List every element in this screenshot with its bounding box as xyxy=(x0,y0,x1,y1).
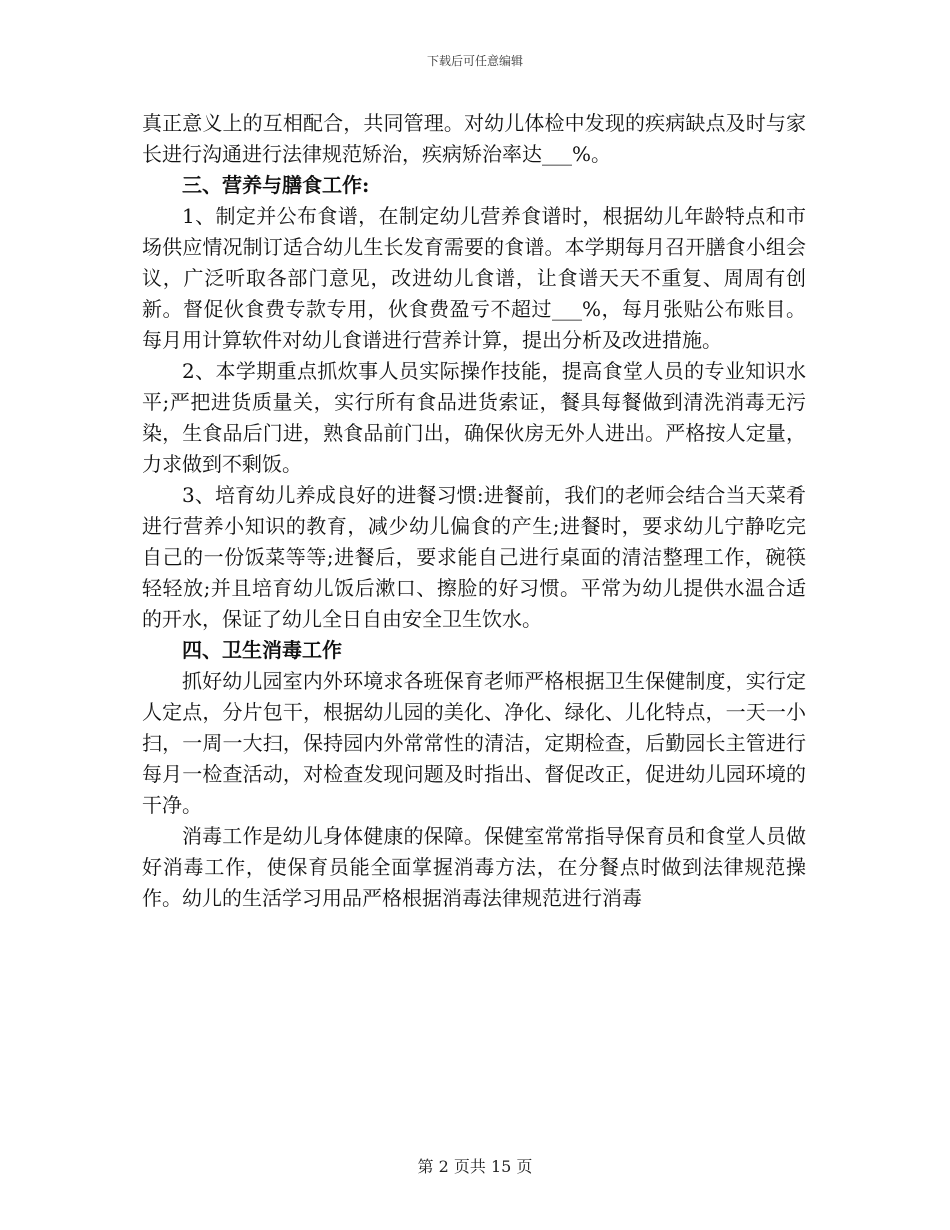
paragraph-eating-habits: 3、培育幼儿养成良好的进餐习惯:进餐前，我们的老师会结合当天菜肴进行营养小知识的教育，减少幼儿偏食的产生;进餐时，要求幼儿宁静吃完自己的一份饭菜等等;进餐后，要求能自己进行桌面的清洁整理工作，碗筷轻轻放;并且培育幼儿饭后漱口、擦脸的好习惯。平常为幼儿提供水温合适的开水，保证了幼儿全日自由安全卫生饮水。 xyxy=(142,483,806,631)
page-header: 下载后可任意编辑 xyxy=(426,54,523,68)
paragraph-disinfection: 消毒工作是幼儿身体健康的保障。保健室常常指导保育员和食堂人员做好消毒工作，使保育员能全面掌握消毒方法，在分餐点时做到法律规范操作。幼儿的生活学习用品严格根据消毒法律规范进行消毒 xyxy=(142,824,806,910)
paragraph-menu: 1、制定并公布食谱，在制定幼儿营养食谱时，根据幼儿年龄特点和市场供应情况制订适合幼儿生长发育需要的食谱。本学期每月召开膳食小组会议，广泛听取各部门意见，改进幼儿食谱，让食谱天天不重复、周周有创新。督促伙食费专款专用，伙食费盈亏不超过___%，每月张贴公布账目。每月用计算软件对幼儿食谱进行营养计算，提出分析及改进措施。 xyxy=(142,204,806,352)
section-heading-hygiene: 四、卫生消毒工作 xyxy=(182,638,342,662)
paragraph-kitchen-staff: 2、本学期重点抓炊事人员实际操作技能，提高食堂人员的专业知识水平;严把进货质量关，实行所有食品进货索证，餐具每餐做到清洗消毒无污染，生食品后门进，熟食品前门出，确保伙房无外人进出。严格按人定量，力求做到不剩饭。 xyxy=(142,359,806,476)
paragraph-environment: 抓好幼儿园室内外环境求各班保育老师严格根据卫生保健制度，实行定人定点，分片包干，根据幼儿园的美化、净化、绿化、儿化特点，一天一小扫，一周一大扫，保持园内外常常性的清洁，定期检查，后勤园长主管进行每月一检查活动，对检查发现问题及时指出、督促改正，促进幼儿园环境的干净。 xyxy=(142,669,806,817)
page-footer: 第 2 页共 15 页 xyxy=(417,1157,533,1176)
document-body xyxy=(142,108,806,914)
section-heading-nutrition: 三、营养与膳食工作: xyxy=(182,173,370,197)
paragraph-continuation: 真正意义上的互相配合，共同管理。对幼儿体检中发现的疾病缺点及时与家长进行沟通进行法律规范矫治，疾病矫治率达___%。 xyxy=(142,111,806,166)
